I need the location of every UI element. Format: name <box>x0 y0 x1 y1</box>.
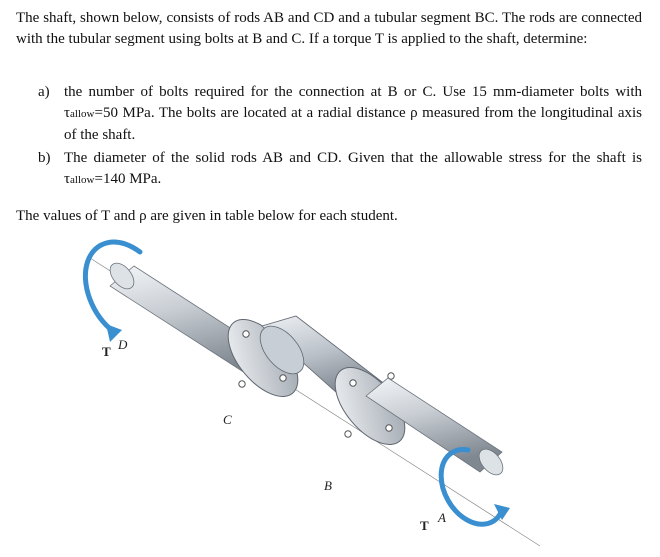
part-a-tau-symbol: τ <box>64 105 71 121</box>
part-b-tau-sub: allow <box>70 174 95 186</box>
label-d: D <box>118 337 128 352</box>
part-a-tau-sub: allow <box>70 108 95 120</box>
bolt-hole <box>350 380 356 386</box>
shaft-illustration <box>70 238 560 553</box>
label-torque-right: T <box>420 518 429 533</box>
label-torque-left: T <box>102 344 111 359</box>
label-b: B <box>324 478 332 493</box>
shaft-figure <box>70 238 560 553</box>
part-b-marker: b) <box>38 150 51 166</box>
bolt-hole <box>280 375 286 381</box>
problem-note: The values of T and ρ are given in table below for each student. <box>16 208 398 224</box>
part-a <box>16 82 642 146</box>
problem-parts <box>16 82 642 193</box>
part-a-marker: a) <box>38 84 50 100</box>
bolt-hole <box>386 425 392 431</box>
part-b <box>16 148 642 191</box>
label-c: C <box>223 412 232 427</box>
problem-intro: The shaft, shown below, consists of rods AB and CD and a tubular segment BC. The rods are connected with the tubular segment using bolts at B and C. If a torque T is applied to the shaft, determine: <box>16 10 642 47</box>
bolt-hole <box>243 331 249 337</box>
part-b-tau-symbol: τ <box>64 171 71 187</box>
part-a-text-before: the number of bolts required for the connection at B or C. Use 15 mm-diameter bolts with <box>64 84 642 100</box>
part-b-text-after: =140 MPa. <box>94 171 162 187</box>
part-b-text-before: The diameter of the solid rods AB and CD. Given that the allowable stress for the shaft is <box>64 150 642 166</box>
label-a: A <box>438 510 446 525</box>
part-a-text-after: =50 MPa. The bolts are located at a radial distance ρ measured from the longitudinal axis of the shaft. <box>64 105 642 143</box>
bolt-hole <box>239 381 245 387</box>
bolt-hole <box>345 431 351 437</box>
